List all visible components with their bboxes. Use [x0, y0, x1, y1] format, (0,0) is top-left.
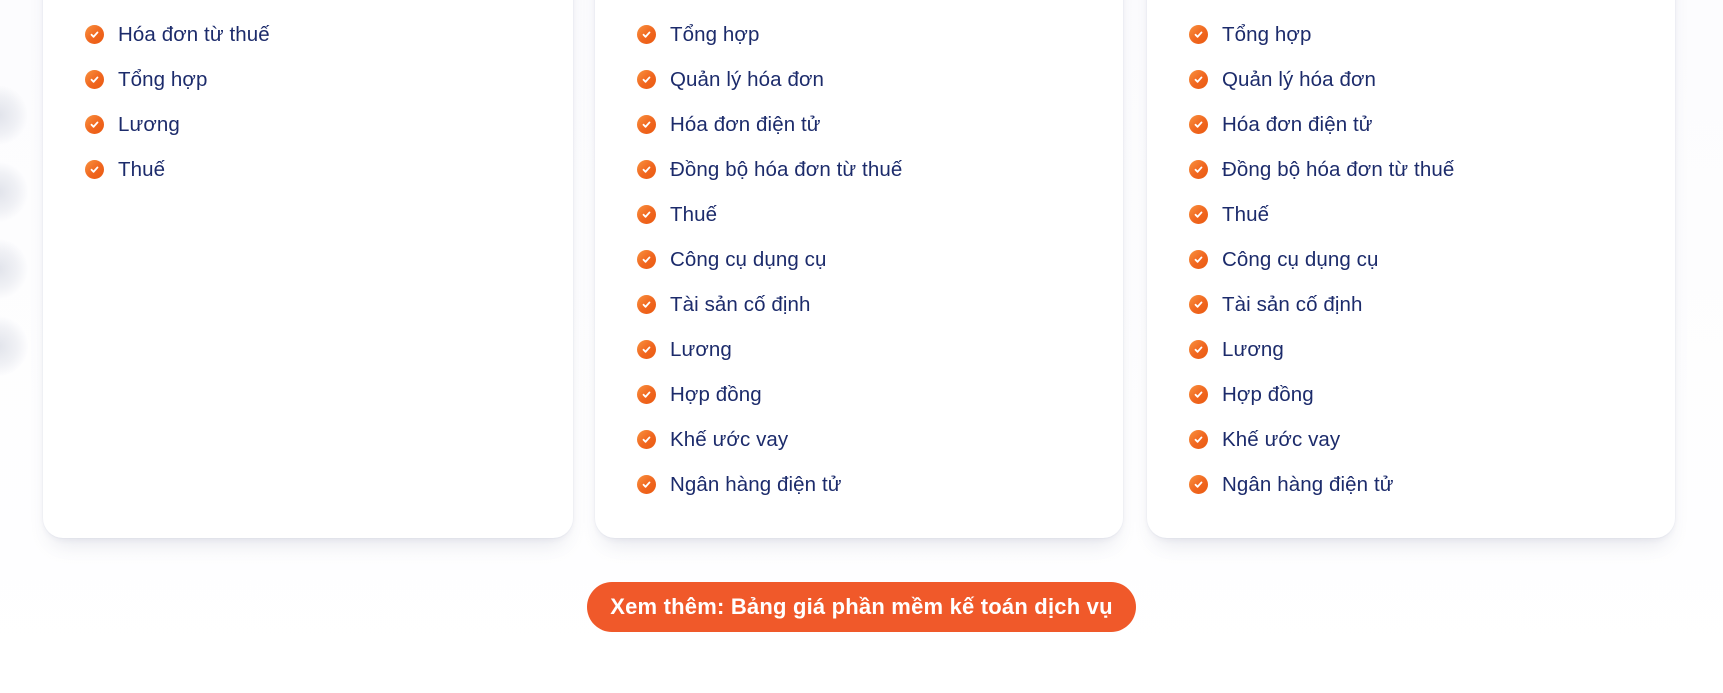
feature-item [637, 462, 1103, 507]
check-circle-icon [85, 115, 104, 134]
edge-widget-shadow [0, 239, 28, 299]
feature-item [85, 57, 553, 102]
check-circle-icon [637, 205, 656, 224]
check-circle-icon [1189, 205, 1208, 224]
feature-label: Lương [670, 337, 732, 361]
feature-list [1147, 0, 1675, 507]
feature-label: Công cụ dụng cụ [1222, 247, 1379, 271]
feature-label: Quản lý hóa đơn [1222, 67, 1376, 91]
feature-label: Thuế [118, 157, 166, 181]
check-circle-icon [637, 475, 656, 494]
edge-widget-shadow [0, 316, 28, 376]
feature-label: Thuế [670, 202, 718, 226]
plan-card-1 [43, 0, 573, 538]
check-circle-icon [85, 160, 104, 179]
check-circle-icon [1189, 25, 1208, 44]
feature-item [1189, 102, 1655, 147]
feature-item [637, 372, 1103, 417]
check-circle-icon [637, 430, 656, 449]
pricing-cta-button[interactable]: Xem thêm: Bảng giá phần mềm kế toán dịch vụ [587, 582, 1136, 632]
feature-item [85, 147, 553, 192]
feature-item [637, 417, 1103, 462]
feature-list [595, 0, 1123, 507]
check-circle-icon [637, 295, 656, 314]
check-circle-icon [1189, 160, 1208, 179]
feature-label: Hóa đơn từ thuế [118, 22, 270, 46]
feature-label: Hóa đơn điện tử [1222, 112, 1373, 136]
check-circle-icon [85, 70, 104, 89]
plan-card-2 [595, 0, 1123, 538]
check-circle-icon [637, 385, 656, 404]
check-circle-icon [637, 340, 656, 359]
check-circle-icon [637, 70, 656, 89]
check-circle-icon [1189, 115, 1208, 134]
feature-label: Tổng hợp [118, 67, 208, 91]
feature-label: Hợp đồng [670, 382, 762, 406]
feature-item [637, 282, 1103, 327]
feature-item [1189, 192, 1655, 237]
check-circle-icon [1189, 475, 1208, 494]
feature-item [1189, 417, 1655, 462]
feature-label: Quản lý hóa đơn [670, 67, 824, 91]
feature-item [1189, 462, 1655, 507]
check-circle-icon [637, 115, 656, 134]
feature-item [637, 192, 1103, 237]
feature-label: Ngân hàng điện tử [1222, 472, 1394, 496]
plan-card-3 [1147, 0, 1675, 538]
feature-label: Tổng hợp [670, 22, 760, 46]
feature-item [1189, 147, 1655, 192]
check-circle-icon [1189, 70, 1208, 89]
feature-label: Hóa đơn điện tử [670, 112, 821, 136]
feature-label: Khế ước vay [670, 427, 789, 451]
feature-label: Tổng hợp [1222, 22, 1312, 46]
check-circle-icon [1189, 295, 1208, 314]
feature-label: Tài sản cố định [1222, 292, 1363, 316]
feature-item [1189, 327, 1655, 372]
check-circle-icon [637, 160, 656, 179]
feature-item [1189, 57, 1655, 102]
feature-item [637, 12, 1103, 57]
feature-label: Lương [118, 112, 180, 136]
feature-item [637, 57, 1103, 102]
feature-item [637, 237, 1103, 282]
feature-label: Ngân hàng điện tử [670, 472, 842, 496]
feature-item [1189, 12, 1655, 57]
feature-label: Thuế [1222, 202, 1270, 226]
check-circle-icon [85, 25, 104, 44]
check-circle-icon [1189, 250, 1208, 269]
feature-label: Lương [1222, 337, 1284, 361]
feature-item [1189, 237, 1655, 282]
check-circle-icon [1189, 430, 1208, 449]
check-circle-icon [1189, 385, 1208, 404]
feature-item [637, 327, 1103, 372]
check-circle-icon [1189, 340, 1208, 359]
feature-item [637, 102, 1103, 147]
feature-label: Đồng bộ hóa đơn từ thuế [670, 157, 903, 181]
feature-list [43, 0, 573, 192]
feature-item [85, 102, 553, 147]
feature-item [85, 12, 553, 57]
edge-widget-shadow [0, 85, 28, 145]
check-circle-icon [637, 250, 656, 269]
edge-widget-shadow [0, 162, 28, 222]
feature-item [1189, 372, 1655, 417]
feature-label: Khế ước vay [1222, 427, 1341, 451]
feature-label: Tài sản cố định [670, 292, 811, 316]
feature-label: Hợp đồng [1222, 382, 1314, 406]
check-circle-icon [637, 25, 656, 44]
feature-label: Đồng bộ hóa đơn từ thuế [1222, 157, 1455, 181]
feature-label: Công cụ dụng cụ [670, 247, 827, 271]
feature-item [1189, 282, 1655, 327]
feature-item [637, 147, 1103, 192]
